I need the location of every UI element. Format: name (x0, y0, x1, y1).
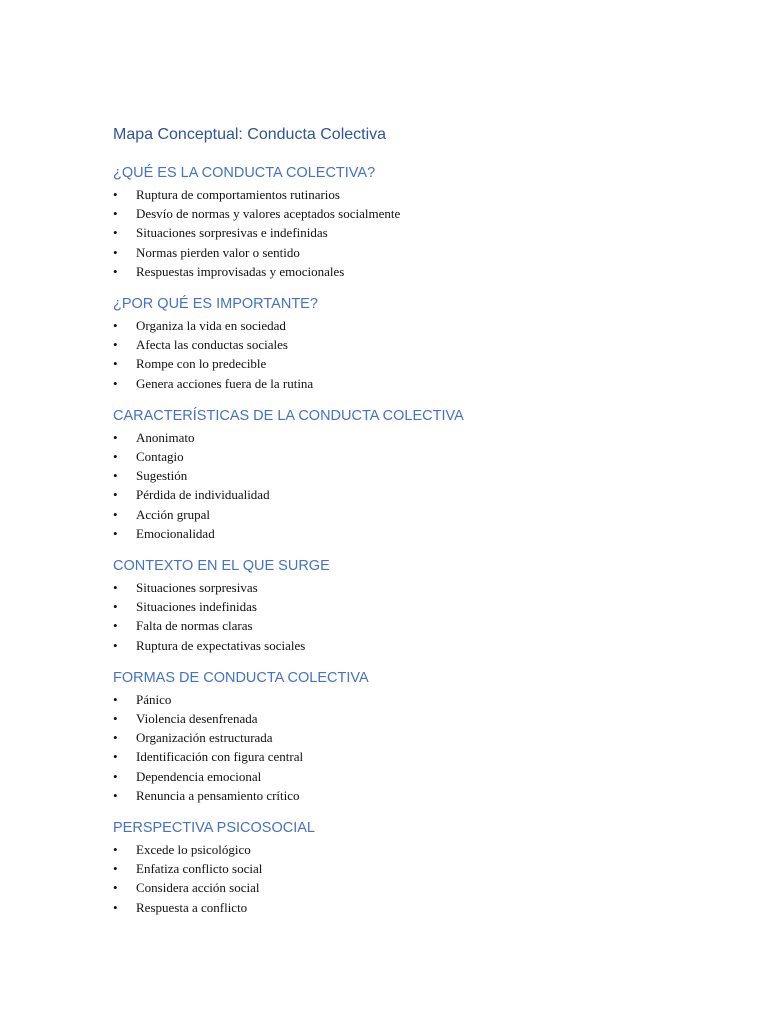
bullet-icon: • (113, 711, 118, 727)
bullet-list (113, 578, 673, 655)
list-item-text: Normas pierden valor o sentido (136, 244, 300, 260)
list-item (113, 316, 673, 335)
list-item (113, 636, 673, 655)
section-heading: CONTEXTO EN EL QUE SURGE (113, 558, 330, 575)
bullet-icon: • (113, 880, 118, 896)
bullet-icon: • (113, 449, 118, 465)
list-item-text: Afecta las conductas sociales (136, 337, 288, 353)
list-item-text: Pánico (136, 691, 172, 707)
bullet-icon: • (113, 861, 118, 877)
list-item-text: Anonimato (136, 429, 195, 445)
list-item (113, 466, 673, 485)
list-item-text: Pérdida de individualidad (136, 487, 270, 503)
list-item-text: Contagio (136, 449, 184, 465)
section-heading: PERSPECTIVA PSICOSOCIAL (113, 820, 315, 837)
list-item-text: Considera acción social (136, 880, 260, 896)
section (113, 406, 673, 543)
list-item (113, 505, 673, 524)
section (113, 818, 673, 917)
document-title: Mapa Conceptual: Conducta Colectiva (113, 126, 387, 143)
bullet-icon: • (113, 206, 118, 222)
bullet-icon: • (113, 225, 118, 241)
list-item (113, 374, 673, 393)
list-item-text: Rompe con lo predecible (136, 356, 267, 372)
bullet-icon: • (113, 356, 118, 372)
bullet-icon: • (113, 468, 118, 484)
list-item-text: Sugestión (136, 468, 188, 484)
bullet-icon: • (113, 525, 118, 541)
list-item (113, 262, 673, 281)
list-item (113, 709, 673, 728)
list-item-text: Renuncia a pensamiento crítico (136, 787, 300, 803)
list-item-text: Situaciones sorpresivas e indefinidas (136, 225, 328, 241)
bullet-list (113, 316, 673, 393)
list-item-text: Organización estructurada (136, 730, 273, 746)
bullet-icon: • (113, 244, 118, 260)
list-item (113, 354, 673, 373)
list-item-text: Respuesta a conflicto (136, 899, 248, 915)
section-heading: CARACTERÍSTICAS DE LA CONDUCTA COLECTIVA (113, 407, 464, 424)
section (113, 163, 673, 281)
section-heading: FORMAS DE CONDUCTA COLECTIVA (113, 669, 369, 686)
list-item (113, 578, 673, 597)
bullet-icon: • (113, 899, 118, 915)
section (113, 556, 673, 655)
bullet-icon: • (113, 787, 118, 803)
list-item-text: Ruptura de expectativas sociales (136, 637, 306, 653)
bullet-list (113, 185, 673, 281)
bullet-icon: • (113, 842, 118, 858)
bullet-icon: • (113, 599, 118, 615)
list-item-text: Falta de normas claras (136, 618, 253, 634)
bullet-icon: • (113, 506, 118, 522)
list-item (113, 878, 673, 897)
list-item (113, 597, 673, 616)
list-item-text: Organiza la vida en sociedad (136, 318, 286, 334)
list-item (113, 690, 673, 709)
section (113, 294, 673, 393)
list-item (113, 223, 673, 242)
bullet-icon: • (113, 263, 118, 279)
list-item (113, 616, 673, 635)
list-item-text: Situaciones sorpresivas (136, 580, 258, 596)
bullet-icon: • (113, 429, 118, 445)
list-item (113, 428, 673, 447)
bullet-icon: • (113, 187, 118, 202)
list-item (113, 335, 673, 354)
bullet-list (113, 690, 673, 805)
list-item (113, 898, 673, 917)
bullet-icon: • (113, 637, 118, 653)
sections-container (113, 163, 673, 917)
list-item-text: Violencia desenfrenada (136, 711, 258, 727)
list-item-text: Respuestas improvisadas y emocionales (136, 263, 345, 279)
list-item (113, 185, 673, 204)
list-item-text: Genera acciones fuera de la rutina (136, 375, 314, 391)
section-heading: ¿QUÉ ES LA CONDUCTA COLECTIVA? (113, 165, 376, 181)
bullet-list (113, 840, 673, 917)
bullet-icon: • (113, 691, 118, 707)
list-item-text: Excede lo psicológico (136, 842, 251, 858)
bullet-icon: • (113, 337, 118, 353)
bullet-icon: • (113, 487, 118, 503)
list-item (113, 786, 673, 805)
bullet-icon: • (113, 375, 118, 391)
list-item-text: Dependencia emocional (136, 768, 262, 784)
list-item (113, 447, 673, 466)
section-heading: ¿POR QUÉ ES IMPORTANTE? (113, 296, 318, 313)
list-item-text: Identificación con figura central (136, 749, 304, 765)
list-item (113, 485, 673, 504)
bullet-list (113, 428, 673, 543)
list-item-text: Situaciones indefinidas (136, 599, 257, 615)
section (113, 668, 673, 805)
list-item-text: Acción grupal (136, 506, 211, 522)
bullet-icon: • (113, 618, 118, 634)
bullet-icon: • (113, 730, 118, 746)
list-item (113, 728, 673, 747)
list-item (113, 747, 673, 766)
list-item-text: Ruptura de comportamientos rutinarios (136, 187, 340, 202)
list-item-text: Emocionalidad (136, 525, 215, 541)
list-item (113, 859, 673, 878)
list-item (113, 243, 673, 262)
list-item (113, 204, 673, 223)
bullet-icon: • (113, 318, 118, 334)
document-page (113, 124, 673, 930)
bullet-icon: • (113, 768, 118, 784)
list-item (113, 524, 673, 543)
bullet-icon: • (113, 580, 118, 596)
list-item-text: Enfatiza conflicto social (136, 861, 263, 877)
list-item (113, 767, 673, 786)
bullet-icon: • (113, 749, 118, 765)
list-item-text: Desvío de normas y valores aceptados socialmente (136, 206, 401, 222)
list-item (113, 840, 673, 859)
